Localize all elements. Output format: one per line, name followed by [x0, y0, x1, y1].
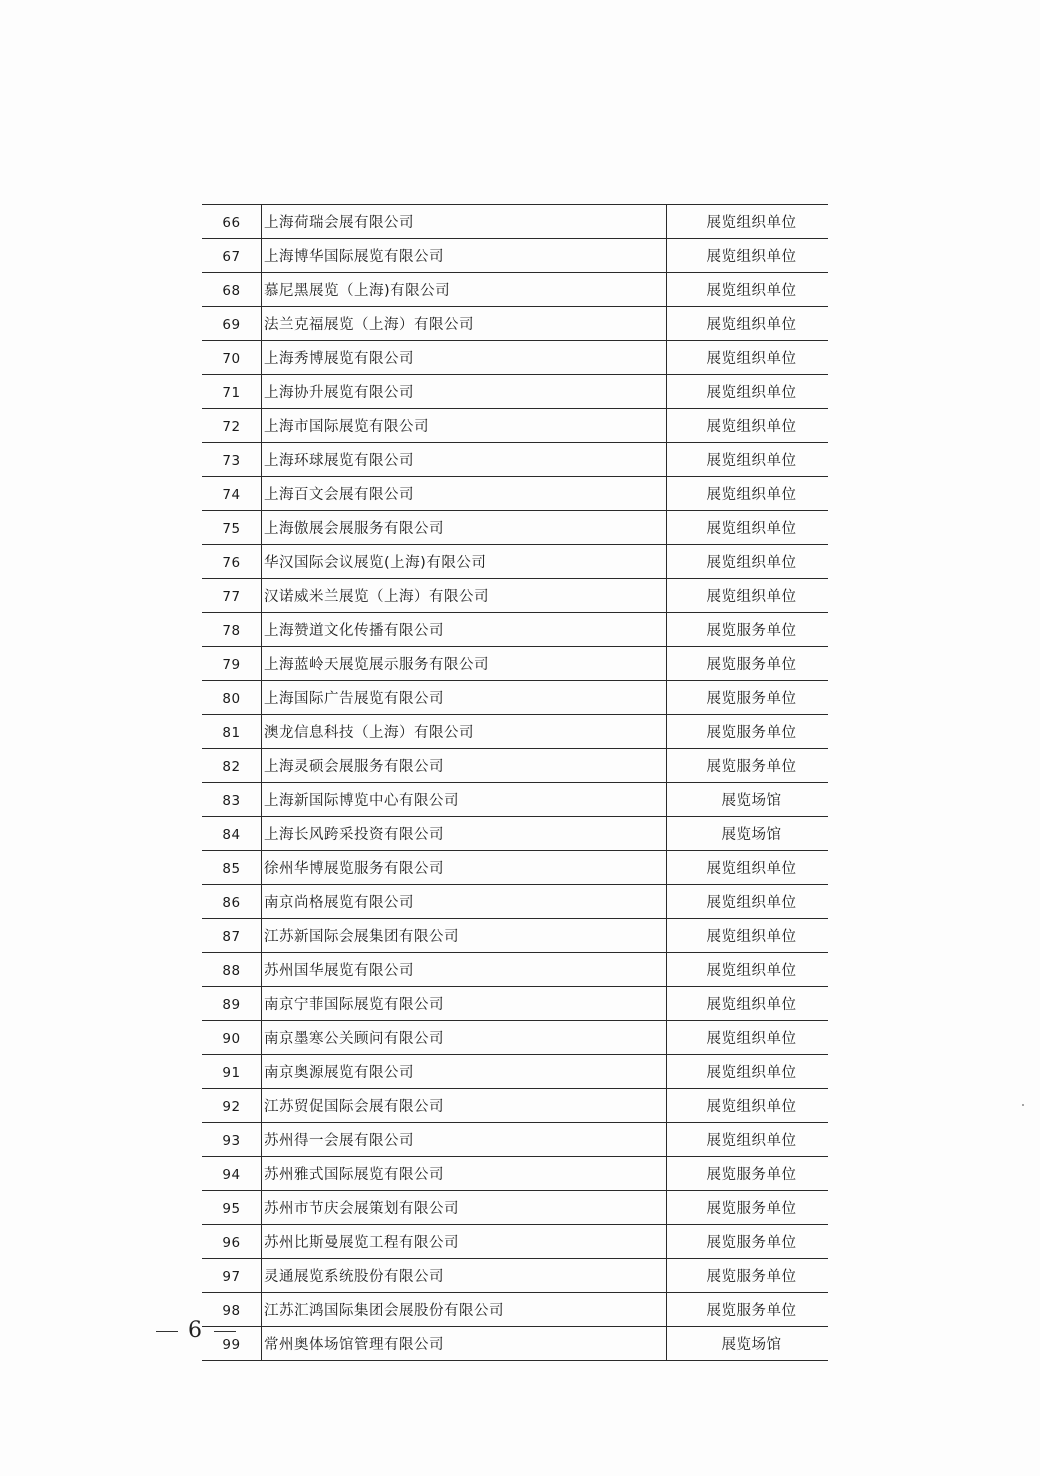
company-name-cell: 上海市国际展览有限公司 — [262, 409, 667, 443]
unit-type-cell: 展览组织单位 — [667, 1123, 829, 1157]
company-name-cell: 苏州比斯曼展览工程有限公司 — [262, 1225, 667, 1259]
table-row — [202, 1123, 828, 1157]
table-row — [202, 1225, 828, 1259]
table-row — [202, 1089, 828, 1123]
row-number-cell: 80 — [202, 681, 262, 715]
row-number-cell: 99 — [202, 1327, 262, 1361]
row-number-cell: 98 — [202, 1293, 262, 1327]
row-number-cell: 90 — [202, 1021, 262, 1055]
row-number-cell: 82 — [202, 749, 262, 783]
company-name-cell: 苏州雅式国际展览有限公司 — [262, 1157, 667, 1191]
company-name-cell: 南京宁菲国际展览有限公司 — [262, 987, 667, 1021]
company-name-cell: 澳龙信息科技（上海）有限公司 — [262, 715, 667, 749]
unit-type-cell: 展览组织单位 — [667, 1021, 829, 1055]
company-name-cell: 南京尚格展览有限公司 — [262, 885, 667, 919]
row-number-cell: 75 — [202, 511, 262, 545]
table-row — [202, 205, 828, 239]
table-row — [202, 375, 828, 409]
unit-type-cell: 展览组织单位 — [667, 579, 829, 613]
table-row — [202, 579, 828, 613]
row-number-cell: 70 — [202, 341, 262, 375]
unit-type-cell: 展览组织单位 — [667, 273, 829, 307]
row-number-cell: 86 — [202, 885, 262, 919]
unit-type-cell: 展览组织单位 — [667, 545, 829, 579]
table-row — [202, 1327, 828, 1361]
row-number-cell: 72 — [202, 409, 262, 443]
row-number-cell: 95 — [202, 1191, 262, 1225]
company-name-cell: 上海傲展会展服务有限公司 — [262, 511, 667, 545]
unit-type-cell: 展览组织单位 — [667, 239, 829, 273]
table-row — [202, 1293, 828, 1327]
table-row — [202, 613, 828, 647]
row-number-cell: 94 — [202, 1157, 262, 1191]
table-row — [202, 851, 828, 885]
row-number-cell: 84 — [202, 817, 262, 851]
row-number-cell: 96 — [202, 1225, 262, 1259]
row-number-cell: 77 — [202, 579, 262, 613]
row-number-cell: 81 — [202, 715, 262, 749]
company-name-cell: 慕尼黑展览（上海)有限公司 — [262, 273, 667, 307]
company-name-cell: 江苏新国际会展集团有限公司 — [262, 919, 667, 953]
unit-type-cell: 展览组织单位 — [667, 375, 829, 409]
company-name-cell: 华汉国际会议展览(上海)有限公司 — [262, 545, 667, 579]
row-number-cell: 88 — [202, 953, 262, 987]
row-number-cell: 91 — [202, 1055, 262, 1089]
table-row — [202, 239, 828, 273]
table-row — [202, 443, 828, 477]
table-row — [202, 1191, 828, 1225]
unit-type-cell: 展览组织单位 — [667, 341, 829, 375]
company-name-cell: 苏州得一会展有限公司 — [262, 1123, 667, 1157]
scan-speck — [1022, 1104, 1024, 1106]
company-name-cell: 徐州华博展览服务有限公司 — [262, 851, 667, 885]
unit-type-cell: 展览服务单位 — [667, 1293, 829, 1327]
footer-dash-left — [156, 1331, 178, 1332]
unit-type-cell: 展览服务单位 — [667, 1259, 829, 1293]
table-row — [202, 953, 828, 987]
row-number-cell: 83 — [202, 783, 262, 817]
company-name-cell: 上海百文会展有限公司 — [262, 477, 667, 511]
row-number-cell: 78 — [202, 613, 262, 647]
table-row — [202, 749, 828, 783]
unit-type-cell: 展览组织单位 — [667, 307, 829, 341]
table-body — [202, 205, 828, 1361]
company-name-cell: 上海秀博展览有限公司 — [262, 341, 667, 375]
table-row — [202, 545, 828, 579]
unit-type-cell: 展览服务单位 — [667, 681, 829, 715]
row-number-cell: 79 — [202, 647, 262, 681]
unit-type-cell: 展览组织单位 — [667, 987, 829, 1021]
unit-type-cell: 展览组织单位 — [667, 205, 829, 239]
unit-type-cell: 展览组织单位 — [667, 851, 829, 885]
table-row — [202, 647, 828, 681]
unit-type-cell: 展览服务单位 — [667, 1191, 829, 1225]
row-number-cell: 97 — [202, 1259, 262, 1293]
company-name-cell: 汉诺威米兰展览（上海）有限公司 — [262, 579, 667, 613]
company-name-cell: 苏州市节庆会展策划有限公司 — [262, 1191, 667, 1225]
table-row — [202, 1055, 828, 1089]
unit-type-cell: 展览组织单位 — [667, 919, 829, 953]
unit-type-cell: 展览组织单位 — [667, 1055, 829, 1089]
row-number-cell: 76 — [202, 545, 262, 579]
table-row — [202, 1259, 828, 1293]
company-name-cell: 上海蓝岭天展览展示服务有限公司 — [262, 647, 667, 681]
table-row — [202, 511, 828, 545]
company-name-cell: 上海环球展览有限公司 — [262, 443, 667, 477]
unit-type-cell: 展览服务单位 — [667, 1157, 829, 1191]
table-row — [202, 783, 828, 817]
table-row — [202, 273, 828, 307]
table-row — [202, 1021, 828, 1055]
unit-type-cell: 展览服务单位 — [667, 1225, 829, 1259]
company-name-cell: 灵通展览系统股份有限公司 — [262, 1259, 667, 1293]
unit-type-cell: 展览组织单位 — [667, 885, 829, 919]
row-number-cell: 67 — [202, 239, 262, 273]
table-row — [202, 409, 828, 443]
table-row — [202, 919, 828, 953]
unit-type-cell: 展览服务单位 — [667, 647, 829, 681]
row-number-cell: 73 — [202, 443, 262, 477]
page-number: 6 — [188, 1318, 204, 1343]
unit-type-cell: 展览组织单位 — [667, 443, 829, 477]
unit-type-cell: 展览组织单位 — [667, 409, 829, 443]
row-number-cell: 92 — [202, 1089, 262, 1123]
company-name-cell: 上海长风跨采投资有限公司 — [262, 817, 667, 851]
page-footer — [146, 1318, 246, 1343]
table-row — [202, 885, 828, 919]
footer-dash-right — [214, 1331, 236, 1332]
row-number-cell: 69 — [202, 307, 262, 341]
company-name-cell: 南京奥源展览有限公司 — [262, 1055, 667, 1089]
company-name-cell: 上海协升展览有限公司 — [262, 375, 667, 409]
table-row — [202, 715, 828, 749]
table-row — [202, 681, 828, 715]
company-name-cell: 法兰克福展览（上海）有限公司 — [262, 307, 667, 341]
table-row — [202, 341, 828, 375]
row-number-cell: 74 — [202, 477, 262, 511]
row-number-cell: 66 — [202, 205, 262, 239]
row-number-cell: 93 — [202, 1123, 262, 1157]
table-row — [202, 817, 828, 851]
company-name-cell: 上海国际广告展览有限公司 — [262, 681, 667, 715]
company-name-cell: 江苏汇鸿国际集团会展股份有限公司 — [262, 1293, 667, 1327]
company-name-cell: 上海赞道文化传播有限公司 — [262, 613, 667, 647]
unit-type-cell: 展览组织单位 — [667, 477, 829, 511]
company-name-cell: 南京墨寒公关顾问有限公司 — [262, 1021, 667, 1055]
row-number-cell: 71 — [202, 375, 262, 409]
company-name-cell: 江苏贸促国际会展有限公司 — [262, 1089, 667, 1123]
row-number-cell: 85 — [202, 851, 262, 885]
unit-type-cell: 展览组织单位 — [667, 953, 829, 987]
unit-type-cell: 展览组织单位 — [667, 511, 829, 545]
table-row — [202, 987, 828, 1021]
unit-type-cell: 展览服务单位 — [667, 613, 829, 647]
company-name-cell: 上海灵硕会展服务有限公司 — [262, 749, 667, 783]
table-row — [202, 307, 828, 341]
company-name-cell: 上海新国际博览中心有限公司 — [262, 783, 667, 817]
company-name-cell: 苏州国华展览有限公司 — [262, 953, 667, 987]
table-row — [202, 1157, 828, 1191]
unit-type-cell: 展览组织单位 — [667, 1089, 829, 1123]
company-name-cell: 上海荷瑞会展有限公司 — [262, 205, 667, 239]
row-number-cell: 68 — [202, 273, 262, 307]
enterprise-list-table — [202, 204, 828, 1361]
unit-type-cell: 展览场馆 — [667, 1327, 829, 1361]
row-number-cell: 87 — [202, 919, 262, 953]
company-name-cell: 上海博华国际展览有限公司 — [262, 239, 667, 273]
unit-type-cell: 展览场馆 — [667, 783, 829, 817]
company-name-cell: 常州奥体场馆管理有限公司 — [262, 1327, 667, 1361]
row-number-cell: 89 — [202, 987, 262, 1021]
unit-type-cell: 展览场馆 — [667, 817, 829, 851]
table-row — [202, 477, 828, 511]
unit-type-cell: 展览服务单位 — [667, 749, 829, 783]
unit-type-cell: 展览服务单位 — [667, 715, 829, 749]
